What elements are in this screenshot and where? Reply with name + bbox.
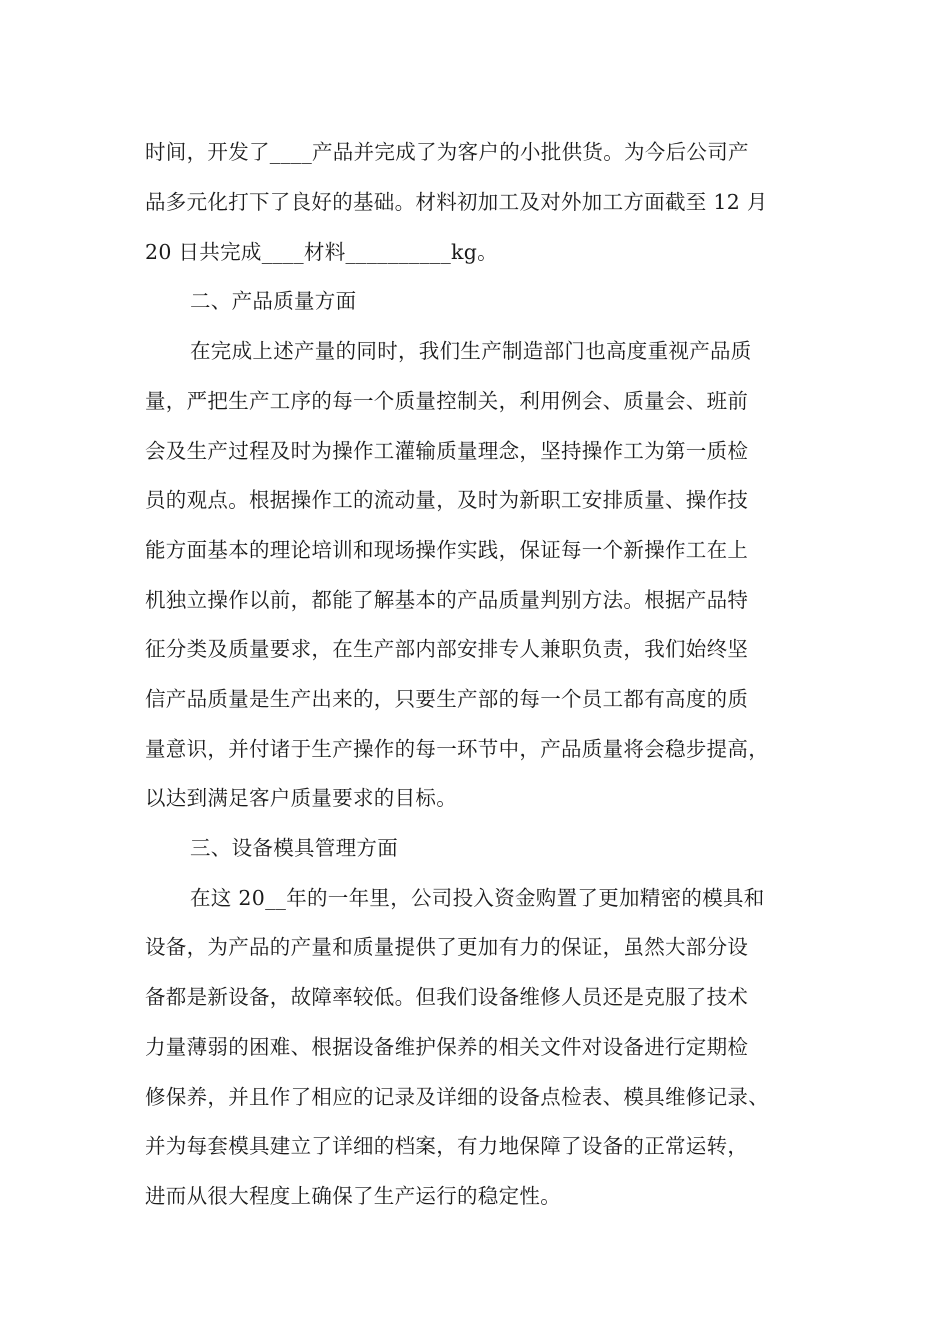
text-line: 品多元化打下了良好的基础。材料初加工及对外加工方面截至 12 月 <box>145 190 768 214</box>
text-line: 20 日共完成____材料__________kg。 <box>145 240 498 264</box>
section-heading: 三、设备模具管理方面 <box>190 836 398 860</box>
text-line: 备都是新设备，故障率较低。但我们设备维修人员还是克服了技术 <box>145 985 749 1009</box>
text-line: 以达到满足客户质量要求的目标。 <box>145 786 457 810</box>
text-line: 在完成上述产量的同时，我们生产制造部门也高度重视产品质 <box>190 339 752 363</box>
text-line: 量，严把生产工序的每一个质量控制关，利用例会、质量会、班前 <box>145 389 749 413</box>
text-line: 时间，开发了____产品并完成了为客户的小批供货。为今后公司产 <box>145 140 749 164</box>
text-line: 机独立操作以前，都能了解基本的产品质量判别方法。根据产品特 <box>145 588 749 612</box>
text-line: 征分类及质量要求，在生产部内部安排专人兼职负责，我们始终坚 <box>145 637 749 661</box>
text-line: 能方面基本的理论培训和现场操作实践，保证每一个新操作工在上 <box>145 538 749 562</box>
text-line: 并为每套模具建立了详细的档案，有力地保障了设备的正常运转， <box>145 1134 749 1158</box>
text-line: 设备，为产品的产量和质量提供了更加有力的保证，虽然大部分设 <box>145 935 749 959</box>
text-line: 量意识，并付诸于生产操作的每一环节中，产品质量将会稳步提高， <box>145 737 769 761</box>
text-line: 信产品质量是生产出来的，只要生产部的每一个员工都有高度的质 <box>145 687 749 711</box>
text-line: 进而从很大程度上确保了生产运行的稳定性。 <box>145 1184 561 1208</box>
section-heading: 二、产品质量方面 <box>190 289 357 313</box>
text-line: 员的观点。根据操作工的流动量，及时为新职工安排质量、操作技 <box>145 488 749 512</box>
text-line: 力量薄弱的困难、根据设备维护保养的相关文件对设备进行定期检 <box>145 1035 749 1059</box>
text-line: 在这 20__年的一年里，公司投入资金购置了更加精密的模具和 <box>190 886 765 910</box>
text-line: 会及生产过程及时为操作工灌输质量理念，坚持操作工为第一质检 <box>145 439 749 463</box>
text-line: 修保养，并且作了相应的记录及详细的设备点检表、模具维修记录、 <box>145 1085 769 1109</box>
